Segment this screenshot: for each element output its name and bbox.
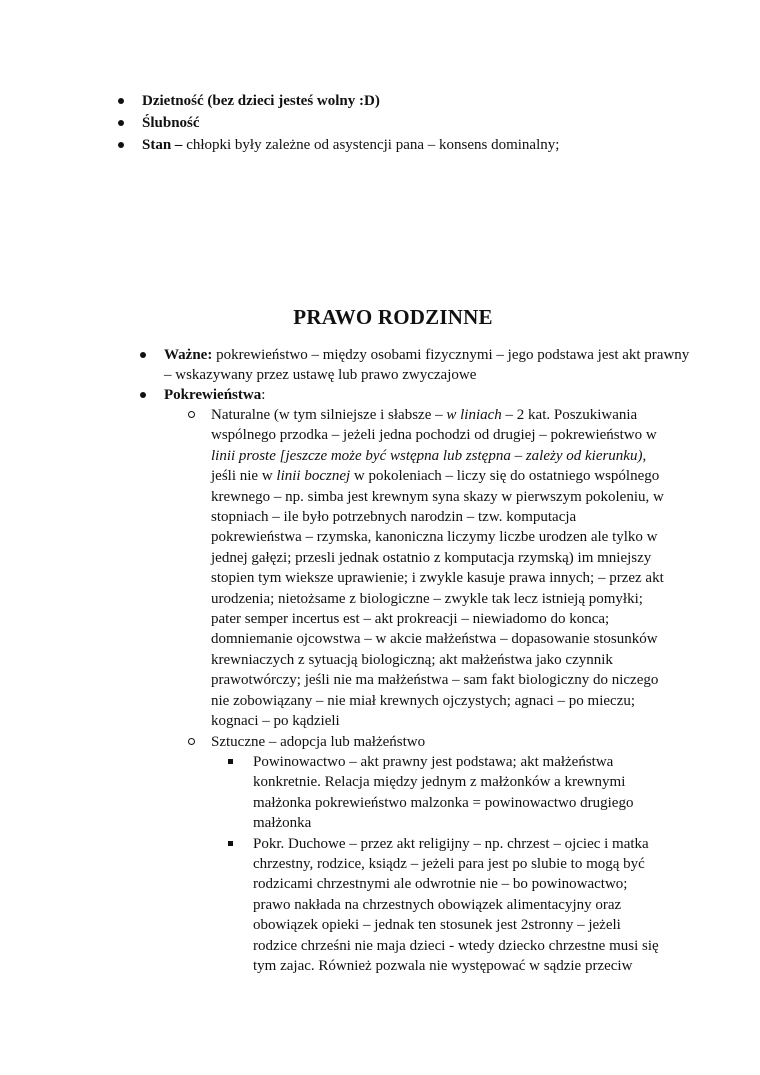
sub-sublist-item-duchowe: Pokr. Duchowe – przez akt religijny – np. chrzest – ojciec i matka chrzestny, rodzice, ksiądz – jeżeli para jest po slubie to mogą być rodzicami chrzestnymi ale odwrotnie nie – bo powinowactwo; prawo nakłada na chrzestnych obowiązek alimentacyjny oraz obowiązek opieki – jednak ten stosunek jest 2stronny – jeżeli rodzice chrześni nie maja dzieci - wtedy dziecko chrzestne musi się tym zajac. Również pozwala nie występować w sądzie przeciw <box>228 834 660 977</box>
section-heading: PRAWO RODZINNE <box>293 305 493 329</box>
list-item-wazne: Ważne: pokrewieństwo – między osobami fizycznymi – jego podstawa jest akt prawny – wskazywany przez ustawę lub prawo zwyczajowe <box>140 345 700 385</box>
sublist-item-sztuczne: Sztuczne – adopcja lub małżeństwo <box>188 732 670 752</box>
list-item: Dzietność (bez dzieci jesteś wolny :D) <box>118 90 559 112</box>
top-bullet-list <box>118 90 559 156</box>
sublist-item-naturalne: Naturalne (w tym silniejsze i słabsze – w liniach – 2 kat. Poszukiwania wspólnego przodka – jeżeli jedna pochodzi od drugiej – pokrewieństwo w linii proste [jeszcze może być wstępna lub zstępna – zależy od kierunku), jeśli nie w linii bocznej w pokoleniach – liczy się do ostatniego wspólnego krewnego – np. simba jest krewnym syna skazy w pierwszym pokoleniu, w stopniach – ile było potrzebnych narodzin – tzw. komputacja pokrewieństwa – rzymska, kanoniczna liczymy liczbe urodzen ale tylko w jednej gałęzi; przesli jednak ostatnio z komputacja rzymską) im mniejszy stopien tym wieksze uprawienie; i zwykle kasuje prawa innych; – przez akt urodzenia; nietożsame z biologiczne – zwykle tak lecz istnieją pomyłki; pater semper incertus est – akt prokreacji – niewiadomo do konca; domniemanie ojcowstwa – w akcie małżeństwa – dopasowanie stosunków krewniaczych z sytuacją biologiczną; akt małżeństwa jako czynnik prawotwórczy; jeśli nie ma małżeństwa – sam fakt biologiczny do niczego nie zobowiązany – nie miał krewnych ojczystych; agnaci – po mieczu; kognaci – po kądzieli <box>188 405 670 732</box>
list-item-pokrewienstwa: Pokrewieństwa: <box>140 385 700 405</box>
list-item: Ślubność <box>118 112 559 134</box>
sub-sublist-item-powinowactwo: Powinowactwo – akt prawny jest podstawa; akt małżeństwa konkretnie. Relacja między jednym z małżonków a krewnymi małżonka pokrewieństwo malzonka = powinowactwo drugiego małżonka <box>228 752 660 834</box>
main-content <box>140 345 700 976</box>
list-item: Stan – chłopki były zależne od asystencji pana – konsens dominalny; <box>118 134 559 156</box>
